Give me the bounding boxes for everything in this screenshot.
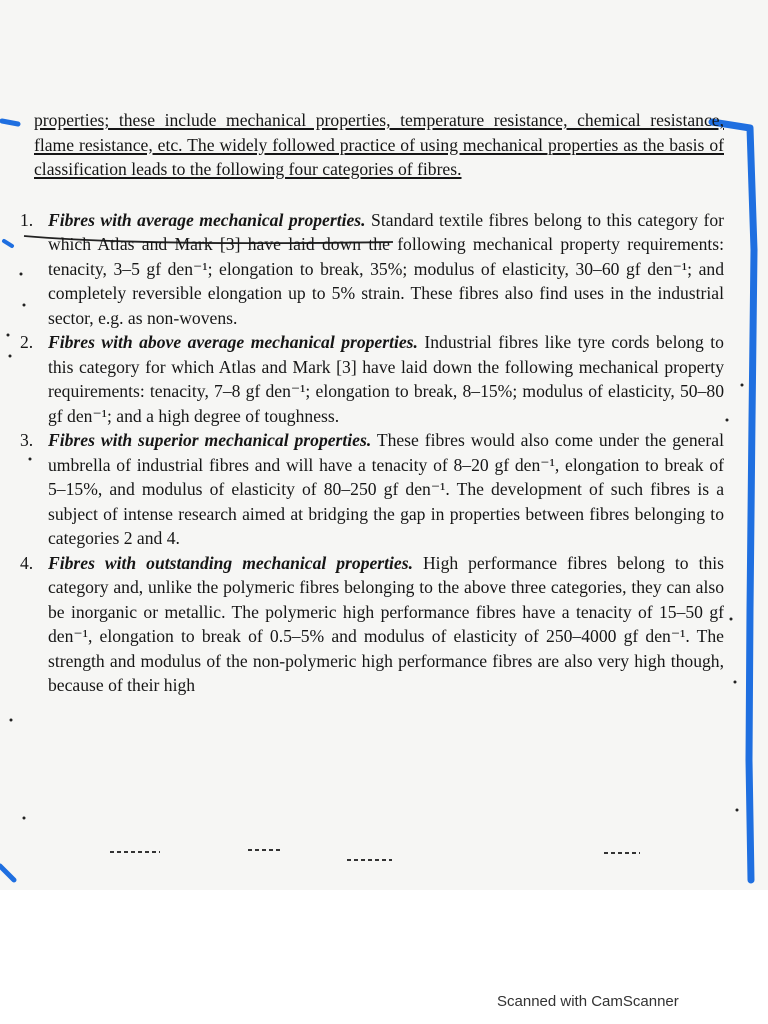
list-item-title: Fibres with above average mechanical properties. [48,332,418,352]
left-blue-stroke [2,121,18,124]
list-item-number: 2. [20,332,34,352]
list-item-2 [20,330,724,428]
list-item-body: Industrial fibres like tyre cords belong to this category for which Atlas and Mark [3] have laid down the following mechanical property requirements: tenacity, 7–8 gf den⁻¹; elongation to break, 8–15%; modulus of elasticity, 50–80 gf den⁻¹; and a high degree of toughness. [48,332,724,426]
list-item-number: 1. [20,209,34,230]
intro-paragraph: properties; these include mechanical properties, temperature resistance, chemical resistance, flame resistance, etc. The widely followed practice of using mechanical properties as the basis of classification leads to the following four categories of fibres. [34,110,724,179]
list-item-body: Standard textile fibres belong to this category for which Atlas and Mark [3] have laid down the following mechanical property requirements: tenacity, 3–5 gf den⁻¹; elongation to break, 35%; modulus of elasticity, 30–60 gf den⁻¹; and completely reversible elongation up to 5% strain. These fibres also find uses in the industrial sector, e.g. as non-wovens. [48,209,724,328]
list-item-4 [20,551,724,698]
bottom-left-blue-stroke [0,866,14,880]
list-item-1 [20,208,724,331]
list-item-body: High performance fibres belong to this category and, unlike the polymeric fibres belonging to the above three categories, they can also be inorganic or metallic. The polymeric high performance fibres have a tenacity of 15–50 gf den⁻¹, elongation to break of 0.5–5% and modulus of elasticity of 250–4000 gf den⁻¹. The strength and modulus of the non-polymeric high performance fibres are also very high though, because of their high [48,552,724,695]
list-item-number: 3. [20,430,34,450]
list-item-title: Fibres with superior mechanical properties. [48,430,372,450]
list-item-body: These fibres would also come under the general umbrella of industrial fibres and will have a tenacity of 8–20 gf den⁻¹, elongation to break of 5–15%, and modulus of elasticity of 80–250 gf den⁻¹. The development of such fibres is a subject of intense research aimed at bridging the gap in properties between fibres belonging to categories 2 and 4. [48,430,724,548]
list-item-number: 4. [20,552,34,573]
left-blue-mark [4,241,12,246]
list-item-title: Fibres with average mechanical properties. [48,209,366,230]
list-item-title: Fibres with outstanding mechanical properties. [48,552,413,573]
list-item-3 [20,428,724,551]
document-body [20,108,724,698]
camscanner-watermark: Scanned with CamScanner [497,993,679,1010]
